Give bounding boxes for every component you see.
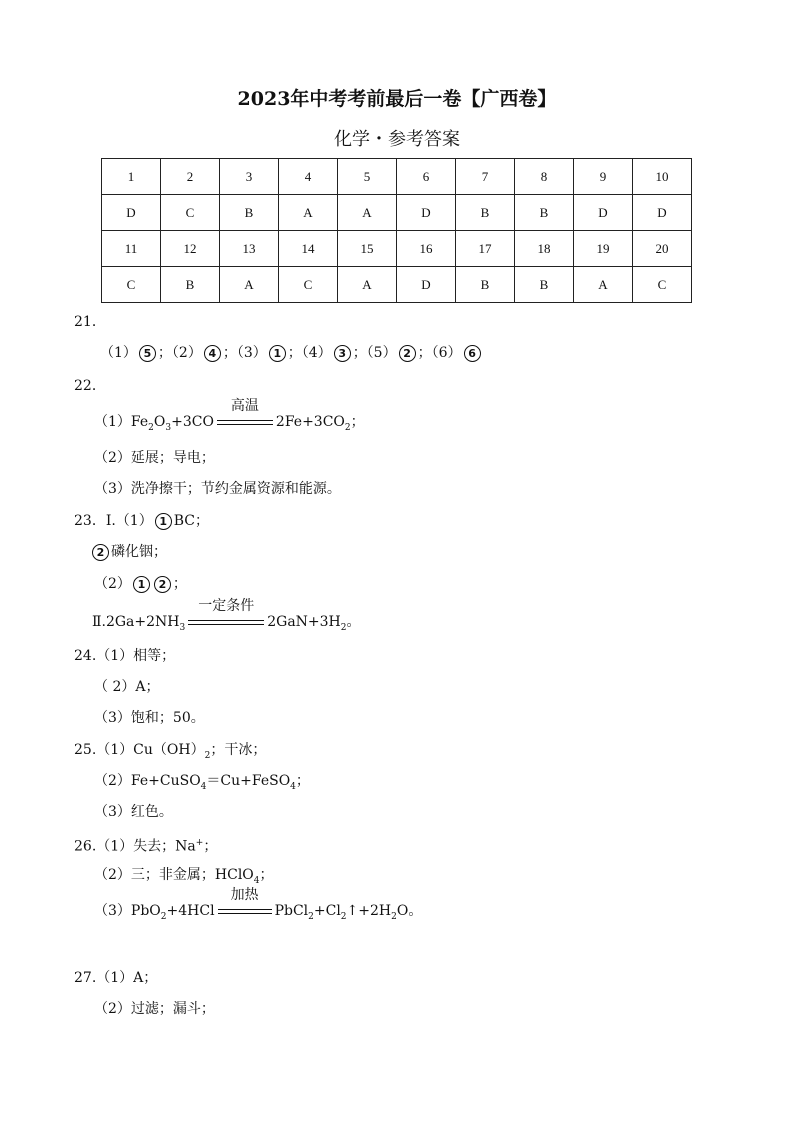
eq-text: ； — [203, 838, 218, 855]
double-line — [217, 420, 273, 425]
question-number-cell: 7 — [456, 159, 515, 195]
question-number-cell: 9 — [574, 159, 633, 195]
answer-cell: A — [338, 267, 397, 303]
q21-part4-label: ；（4） — [287, 345, 332, 361]
eq-text: ↑+2H — [346, 903, 392, 919]
q23-line3 — [94, 575, 187, 593]
circled-number: 4 — [204, 345, 221, 362]
reaction-condition — [214, 398, 276, 431]
q21-number: 21． — [74, 314, 106, 330]
subscript: 2 — [340, 911, 347, 922]
answer-cell: B — [515, 195, 574, 231]
question-number-cell: 5 — [338, 159, 397, 195]
q21-part6-label: ；（6） — [417, 345, 462, 361]
question-number-cell: 17 — [456, 231, 515, 267]
eq-text: Ⅱ.2Ga+2NH — [92, 614, 180, 630]
answer-cell: D — [397, 195, 456, 231]
answer-cell: A — [338, 195, 397, 231]
eq-text: 2Fe+3CO — [275, 414, 345, 430]
q23-answer: BC； — [173, 513, 209, 529]
subscript: 2 — [148, 422, 154, 433]
answer-cell: C — [161, 195, 220, 231]
question-number-cell: 19 — [574, 231, 633, 267]
reaction-condition — [215, 887, 275, 920]
q23-line2 — [90, 543, 167, 561]
subscript: 3 — [165, 422, 172, 433]
q25-line2 — [94, 772, 310, 796]
answer-cell: C — [102, 267, 161, 303]
subscript: 2 — [160, 911, 167, 922]
answer-cell: A — [574, 267, 633, 303]
subscript: 2 — [308, 911, 314, 922]
q21-part5-label: ；（5） — [352, 345, 397, 361]
eq-text: ； — [350, 414, 365, 430]
circled-number: 1 — [133, 576, 150, 593]
circled-number: 2 — [399, 345, 416, 362]
eq-text: 25.（1）Cu（OH） — [74, 742, 205, 758]
eq-text: O。 — [396, 903, 423, 919]
answer-cell: D — [102, 195, 161, 231]
answer-cell: A — [279, 195, 338, 231]
subscript: 4 — [290, 781, 296, 792]
question-number-cell: 11 — [102, 231, 161, 267]
answer-cell: B — [220, 195, 279, 231]
eq-text: ；干冰； — [210, 742, 267, 758]
eq-text: +3CO — [171, 414, 214, 430]
eq-text: PbCl — [274, 903, 309, 919]
circled-number: 1 — [155, 513, 172, 530]
q26-equation — [94, 887, 423, 926]
question-number-row — [102, 159, 692, 195]
answer-cell: B — [161, 267, 220, 303]
eq-text: 。 — [346, 614, 361, 630]
answer-cell: D — [633, 195, 692, 231]
q26-line1 — [74, 834, 217, 856]
question-number-cell: 13 — [220, 231, 279, 267]
question-number-cell: 12 — [161, 231, 220, 267]
superscript: + — [195, 838, 204, 848]
answer-cell: A — [220, 267, 279, 303]
question-number-cell: 3 — [220, 159, 279, 195]
circled-number: 5 — [139, 345, 156, 362]
eq-text: O — [153, 414, 166, 430]
double-line — [188, 620, 264, 625]
q22-line2: （2）延展；导电； — [94, 450, 215, 466]
q22-equation — [94, 398, 365, 437]
subscript: 4 — [253, 875, 260, 886]
answer-cell: B — [456, 267, 515, 303]
q23-label: 23．Ⅰ.（1） — [74, 513, 153, 529]
q23-line1 — [74, 512, 209, 530]
subscript: 2 — [344, 422, 351, 433]
q23-answer: 磷化铟； — [111, 544, 167, 560]
condition-text: 高温 — [230, 398, 259, 414]
answer-cell: B — [456, 195, 515, 231]
circled-number: 6 — [464, 345, 481, 362]
double-line — [218, 909, 272, 914]
subscript: 2 — [204, 750, 211, 761]
subscript: 4 — [200, 781, 207, 792]
q22-number: 22． — [74, 378, 106, 394]
q21-part2-label: ；（2） — [157, 345, 202, 361]
eq-text: 26.（1）失去；Na — [74, 838, 196, 855]
page-title: 2023年中考考前最后一卷【广西卷】 — [237, 88, 557, 110]
eq-text: （1）Fe — [94, 414, 149, 430]
q21-part1-label: （1） — [100, 345, 137, 361]
eq-text: （2）Fe+CuSO — [94, 773, 201, 789]
circled-number: 2 — [154, 576, 171, 593]
q24-line2: （ 2）A； — [94, 679, 160, 695]
answer-row — [102, 267, 692, 303]
eq-text: ＝Cu+FeSO — [206, 773, 291, 789]
q23-label: （2） — [94, 576, 131, 592]
q24-line1: 24.（1）相等； — [74, 648, 176, 664]
question-number-cell: 20 — [633, 231, 692, 267]
question-number-row — [102, 231, 692, 267]
q22-line3: （3）洗净擦干；节约金属资源和能源。 — [94, 481, 341, 497]
eq-text: （2）三；非金属；HClO — [94, 867, 254, 883]
reaction-condition — [185, 598, 267, 631]
question-number-cell: 2 — [161, 159, 220, 195]
answer-cell: C — [279, 267, 338, 303]
answer-cell: D — [574, 195, 633, 231]
question-number-cell: 4 — [279, 159, 338, 195]
q21-answers — [100, 344, 483, 362]
eq-text: （3）PbO — [94, 903, 161, 919]
answer-cell: D — [397, 267, 456, 303]
circled-number: 1 — [269, 345, 286, 362]
question-number-cell: 6 — [397, 159, 456, 195]
subscript: 2 — [391, 911, 397, 922]
subscript: 3 — [179, 622, 186, 633]
condition-text: 加热 — [230, 887, 259, 903]
circled-number: 3 — [334, 345, 351, 362]
question-number-cell: 14 — [279, 231, 338, 267]
q23-answer: ； — [172, 576, 187, 592]
answer-table — [101, 158, 692, 303]
subscript: 2 — [340, 622, 347, 633]
q27-line2: （2）过滤；漏斗； — [94, 1001, 215, 1017]
q23-equation — [92, 598, 361, 637]
eq-text: +4HCl — [166, 903, 215, 919]
answer-cell: B — [515, 267, 574, 303]
eq-text: +Cl — [313, 903, 341, 919]
answer-row — [102, 195, 692, 231]
q21-part3-label: ；（3） — [222, 345, 267, 361]
q27-line1: 27.（1）A； — [74, 970, 158, 986]
question-number-cell: 16 — [397, 231, 456, 267]
q25-line1 — [74, 741, 266, 765]
eq-text: ； — [259, 867, 274, 883]
q25-line3: （3）红色。 — [94, 804, 173, 820]
question-number-cell: 10 — [633, 159, 692, 195]
question-number-cell: 8 — [515, 159, 574, 195]
question-number-cell: 18 — [515, 231, 574, 267]
eq-text: ； — [295, 773, 310, 789]
page-subtitle: 化学・参考答案 — [334, 129, 460, 150]
circled-number: 2 — [92, 544, 109, 561]
question-number-cell: 15 — [338, 231, 397, 267]
condition-text: 一定条件 — [198, 598, 255, 614]
eq-text: 2GaN+3H — [267, 614, 341, 630]
answer-cell: C — [633, 267, 692, 303]
q24-line3: （3）饱和；50。 — [94, 710, 205, 726]
question-number-cell: 1 — [102, 159, 161, 195]
